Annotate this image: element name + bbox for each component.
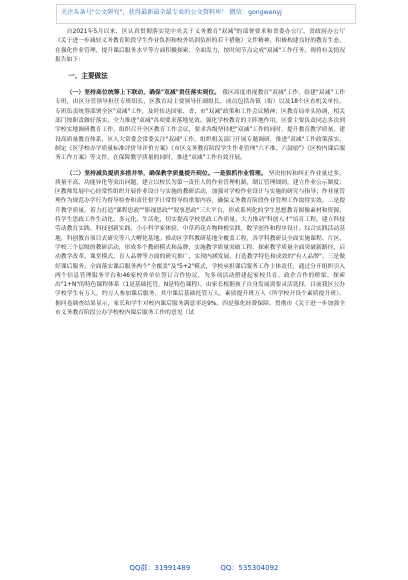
footer-contact (0, 560, 408, 576)
paragraph-2-lead: （二）坚持减负提质多措并举，确保教学质量提升到位。一是狠抓作业管理。 (66, 170, 267, 177)
footer-qq-number: QQ：535304092 (220, 564, 279, 572)
top-banner (56, 4, 356, 24)
document-body (55, 28, 345, 556)
paragraph-2 (55, 170, 345, 319)
intro-paragraph (55, 28, 345, 65)
paragraph-1-lead: （一）坚持高位统筹上下联动，确保"双减"责任落实到位。 (66, 90, 221, 97)
section-heading: 一、主要做法 (68, 72, 108, 81)
intro-paragraph-body: 自2021年5月以来，区认真贯彻落实党中央关于义务教育"双减"的部署要求和省委办公厅、省政府办公厅《关于进一步减轻义务教育阶段学生作业负担和校外培训负担的若干措施》文件精神，积极构建良好的教育生态，在强化作业管理、提升课后服务水平等方面积极探索、全面发力，按时间节点完成"双减"工作任务。现将有关情况报告如下： (55, 29, 345, 63)
paragraph-1 (55, 89, 345, 163)
paragraph-2-body: 坚决扭转和纠正作业量过多、质量不高、功能异化等突出问题，建立以校长为第一责任人的作业管理机制，制订管理细则，建立作业公示制度；区教师发展中心经常性组织开展作业设计与实施的教研活动，加强对学校作业设计与实施的研究与指导；作业量管理作为规范办学行为督导检查和责任督学日常督导的重要内容，确保义务教育阶段作业管理工作取得实效。二是提升教学质量。着力打造"课程思政""影视思政""叙事思政"三大平台，形成系列化的学生思想教育图像素材和资源，将学生思政工作生动化、多元化、生活化，切实提高学校思政工作质量。大力推动"科创人才"培育工程，建立科技劳动教育实践、科技创新实践、小小科学家体验、中草药花卉物种植实践、数学创作和程序设计、综合实践活动基地，科创教育项目式研究等八大孵化基地。推动区学科教研基地全覆盖工程，各学科教研员全面实施课程、片区、学校三个层级的教研活动，形成多个教研模式和品牌，实施教学质量突破工程，探索教学质量全面突破新路径，启动教学改革、课堂模式、育人品牌等方面的研究推广，实现内涵发展，打造教学特色和成效的"有人品牌"。三是做好课后服务。全面落实课后服务两个"全覆盖"及"5+2"模式，学校承担课后服务工作主体责任，通过分开组织引入两个信息管理服务平台和46家校外单位签订合作协议，为多项活动搭建起家校共育、政企合作的桥梁。探索出"1+N"的特色课程体系（1是基础托管，N是特色课程），由家长根据孩子自身发展需要灵活选择。目前我区公办学校学生有万人，约万人参加课后服务，其中课后基础托管万人，素质提升班万人（所学校开设个素质提升班）。据问卷调查结果显示，家长和学生对校内课后服务满意率达9%。四是强化经费保障。贯彻市《关于进一步加强全市义务教育阶段公办学校校内课后服务工作的意见（试 (55, 170, 345, 317)
top-banner-text: 关注头条号"公文研究"，获得最新最全最专业的公文资料库！ 微信：gongwenyj (61, 9, 282, 16)
footer-qq-group: QQ群：31991489 (129, 564, 191, 572)
paragraph-1-body: 我区高度重视教育"双减"工作，组建"双减"工作专班，由区分管领导担任专班组长，区教育局主要领导任副组长，成员包括各镇（街）以及18个区直机关单位。专班负责统筹部署全区"双减"工作，及时传达国家、省、市"双减"政策和工作会议精神；区教育局牵头协调，相关部门按职责做好落实，全力推进"双减"各项要求落地见效。强化学校教育的主阵地作用，区委主要负责同志多次到学校实地调研教育工作，组织召开全区教育工作会议，要求各级坚持把"双减"工作的同时，提升教育教学质量，建设高质量教育体系，区人大常委会常委关注"双减"工作，组织相关部门开展专题调研，推进"双减"工作政策落实。制定《区学校办学质量标准评价导评价方案》《市区义务教育阶段学生作业管理"六不准、六鼓励"》《区校内课后服务工作方案》等文件，在保障教学质量的同时，推进"双减"工作有效开展。 (55, 90, 345, 162)
